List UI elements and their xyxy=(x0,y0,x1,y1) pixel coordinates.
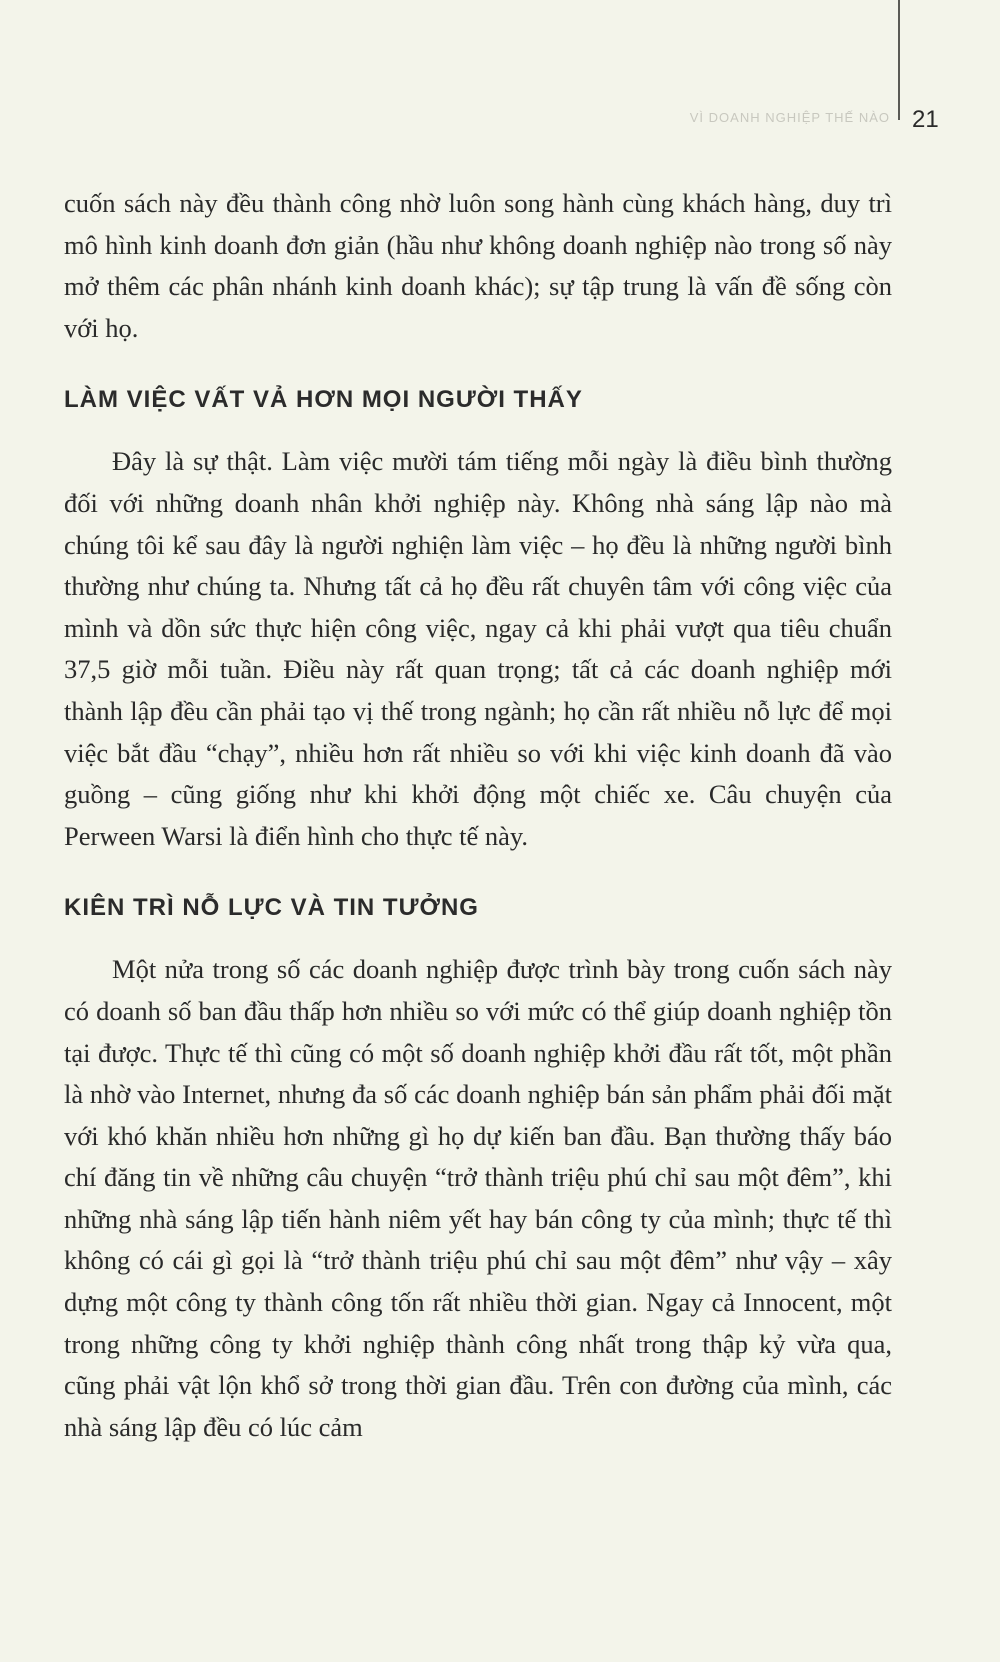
paragraph-persist: Một nửa trong số các doanh nghiệp được trình bày trong cuốn sách này có doanh số ban đầu thấp hơn nhiều so với mức có thể giúp doanh nghiệp tồn tại được. Thực tế thì cũng có một số doanh nghiệp khởi đầu rất tốt, một phần là nhờ vào Internet, nhưng đa số các doanh nghiệp bán sản phẩm phải đối mặt với khó khăn nhiều hơn những gì họ dự kiến ban đầu. Bạn thường thấy báo chí đăng tin về những câu chuyện “trở thành triệu phú chỉ sau một đêm”, khi những nhà sáng lập tiến hành niêm yết hay bán công ty của mình; thực tế thì không có cái gì gọi là “trở thành triệu phú chỉ sau một đêm” như vậy – xây dựng một công ty thành công tốn rất nhiều thời gian. Ngay cả Innocent, một trong những công ty khởi nghiệp thành công nhất trong thập kỷ vừa qua, cũng phải vật lộn khổ sở trong thời gian đầu. Trên con đường của mình, các nhà sáng lập đều có lúc cảm xyxy=(64,954,892,1442)
section-heading-work-harder: LÀM VIỆC VẤT VẢ HƠN MỌI NGƯỜI THẤY xyxy=(64,386,583,414)
page-edge-rule xyxy=(898,0,900,120)
section-heading-persist: KIÊN TRÌ NỖ LỰC VÀ TIN TƯỞNG xyxy=(64,894,479,922)
page-body xyxy=(64,183,892,1448)
running-header: VÌ DOANH NGHIỆP THẾ NÀO xyxy=(689,110,890,125)
paragraph-work-harder: Đây là sự thật. Làm việc mười tám tiếng mỗi ngày là điều bình thường đối với những doanh nhân khởi nghiệp này. Không nhà sáng lập nào mà chúng tôi kể sau đây là người nghiện làm việc – họ đều là những người bình thường như chúng ta. Nhưng tất cả họ đều rất chuyên tâm với công việc của mình và dồn sức thực hiện công việc, ngay cả khi phải vượt qua tiêu chuẩn 37,5 giờ mỗi tuần. Điều này rất quan trọng; tất cả các doanh nghiệp mới thành lập đều cần phải tạo vị thế trong ngành; họ cần rất nhiều nỗ lực để mọi việc bắt đầu “chạy”, nhiều hơn rất nhiều so với khi việc kinh doanh đã vào guồng – cũng giống như khi khởi động một chiếc xe. Câu chuyện của Perween Warsi là điển hình cho thực tế này. xyxy=(64,446,892,851)
page-number: 21 xyxy=(912,106,939,133)
paragraph-continuation: cuốn sách này đều thành công nhờ luôn song hành cùng khách hàng, duy trì mô hình kinh doanh đơn giản (hầu như không doanh nghiệp nào trong số này mở thêm các phân nhánh kinh doanh khác); sự tập trung là vấn đề sống còn với họ. xyxy=(64,188,892,343)
